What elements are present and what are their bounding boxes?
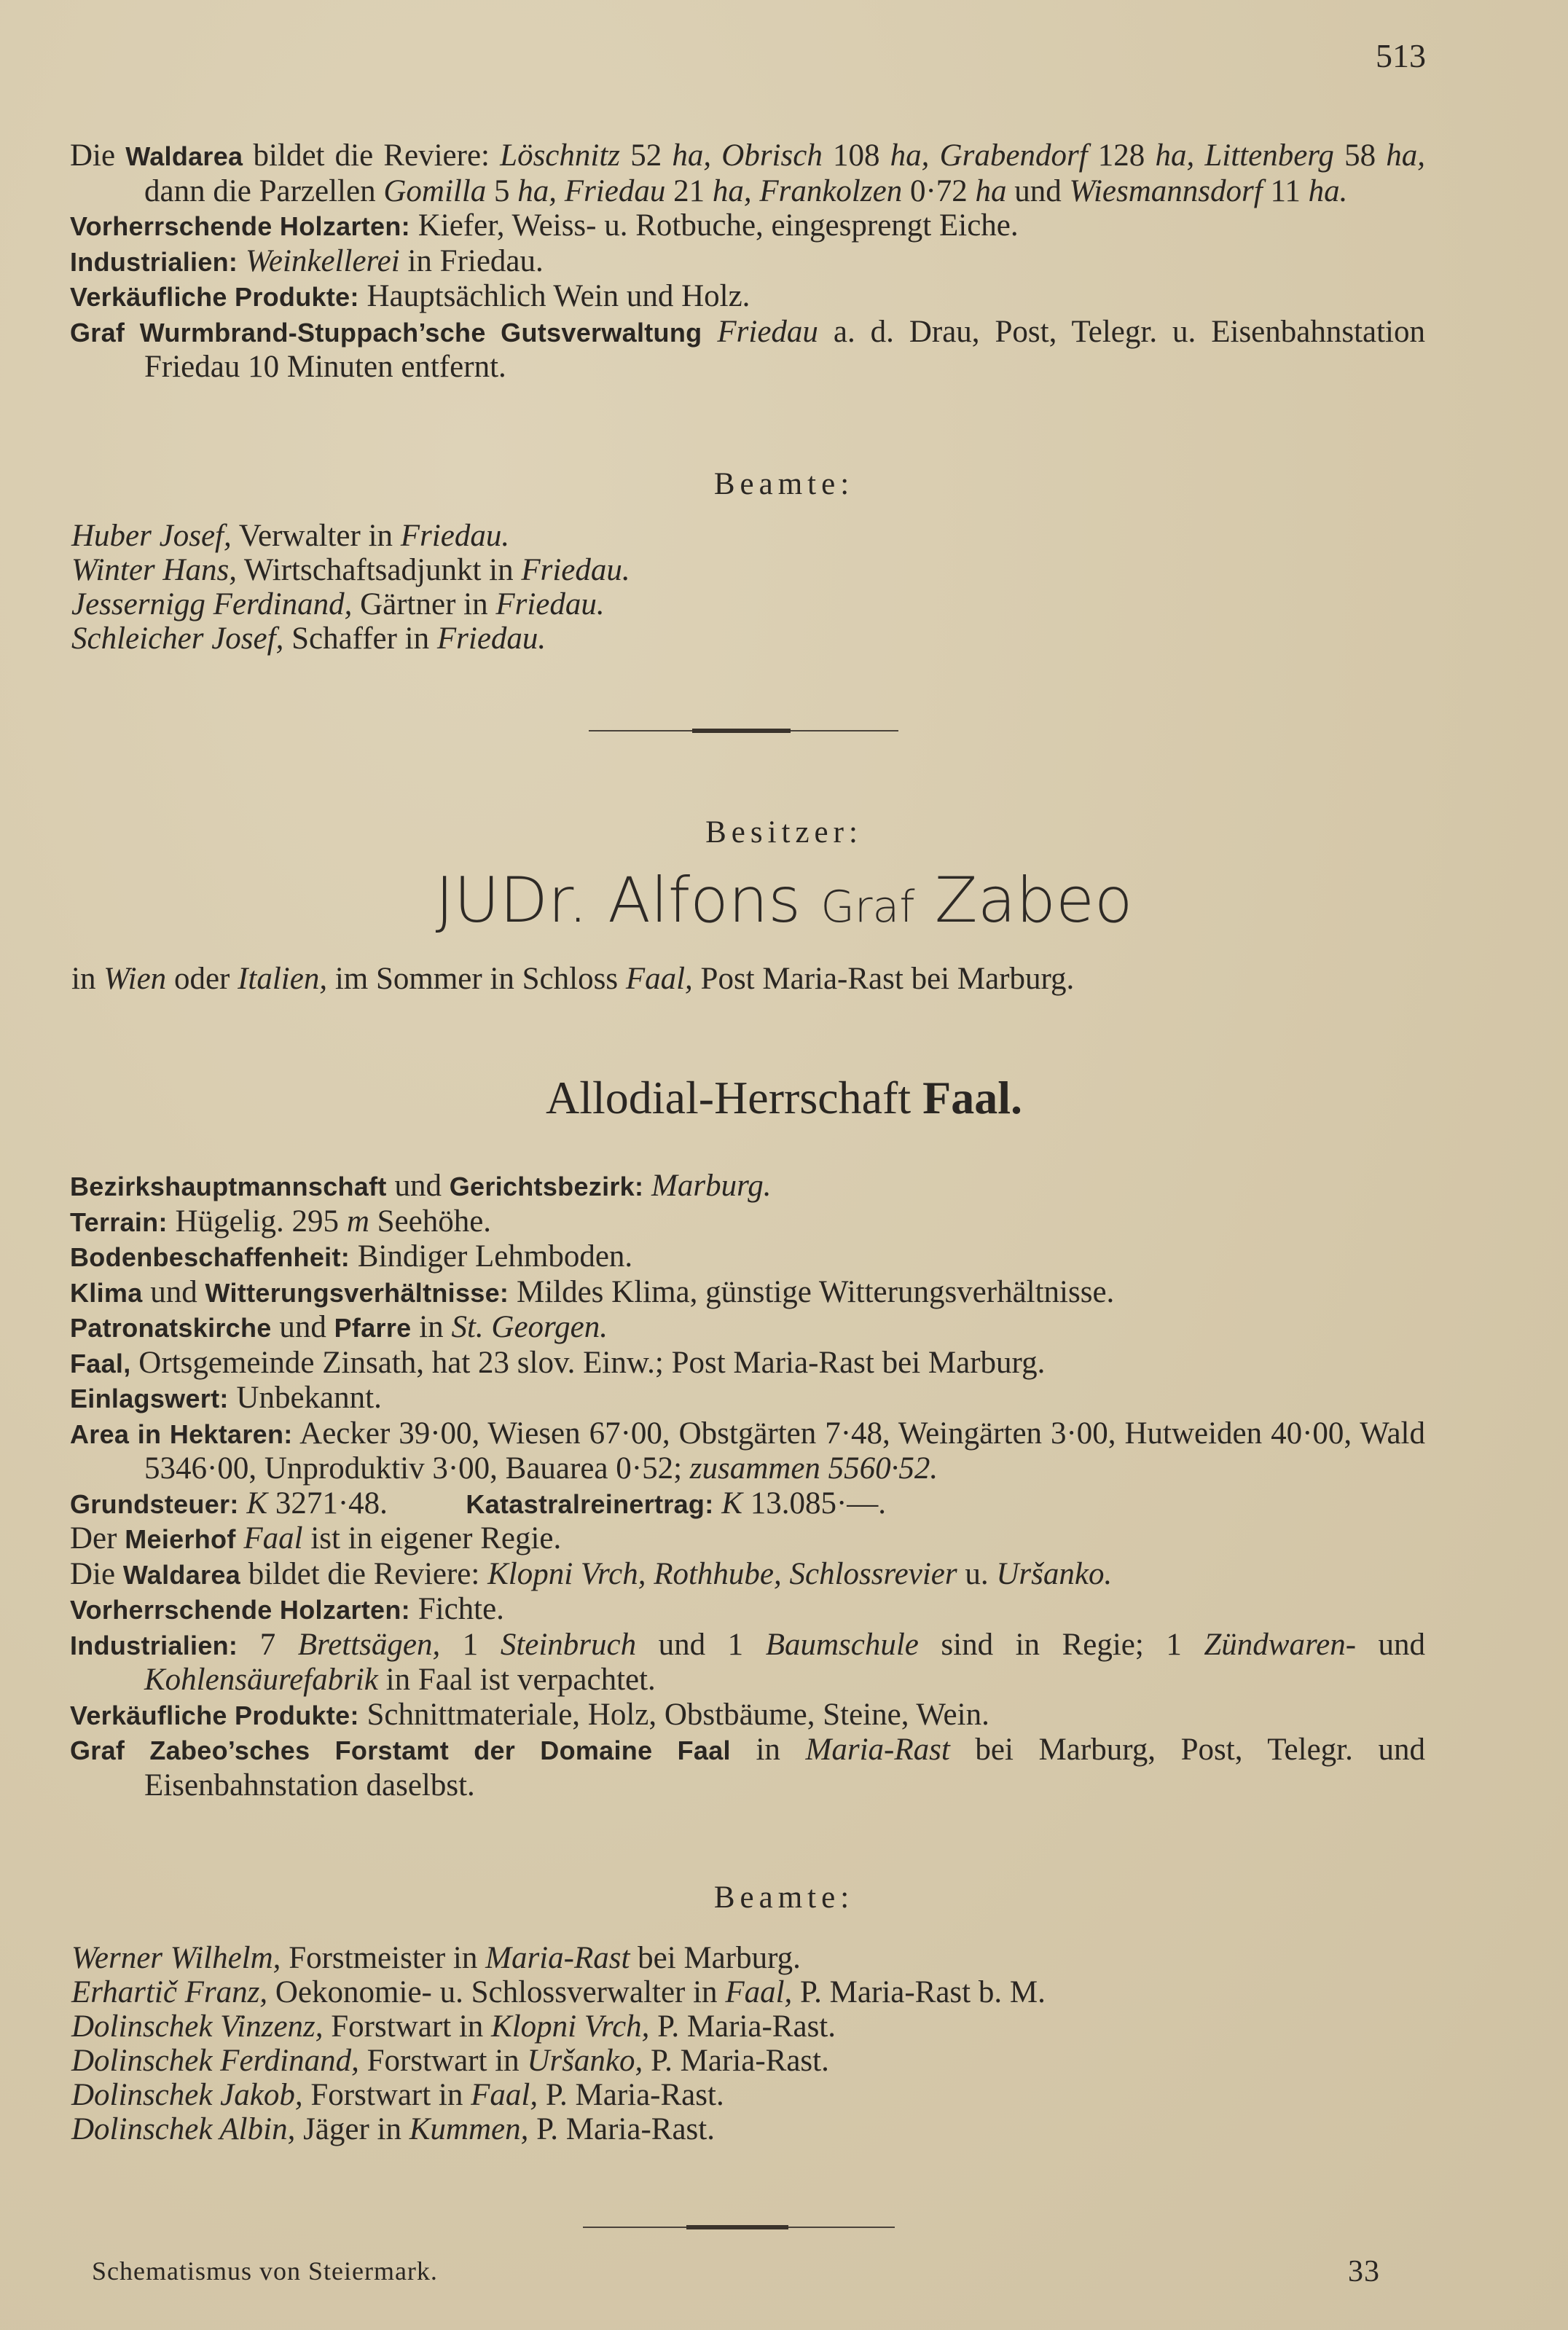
- bold-label: Vorherrschende Holzarten:: [70, 211, 410, 241]
- staff-entry: Dolinschek Vinzenz, Forstwart in Klopni Vrch, P. Maria-Rast.: [71, 2009, 836, 2044]
- bold-label: Graf Zabeo’sches Forstamt der Domaine Faal: [70, 1735, 731, 1765]
- italic-text: Kummen,: [409, 2112, 529, 2146]
- bold-label: Patronatskirche: [70, 1313, 272, 1343]
- staff-entry: Jessernigg Ferdinand, Gärtner in Friedau.: [71, 587, 605, 621]
- estate-title: [0, 1071, 1568, 1125]
- bold-label: Industrialien:: [70, 1630, 238, 1660]
- italic-text: Uršanko,: [527, 2044, 643, 2078]
- bold-label: Katastralreinertrag:: [466, 1488, 714, 1519]
- entry-line: Bodenbeschaffenheit: Bindiger Lehmboden.: [70, 1239, 633, 1274]
- italic-text: Friedau.: [400, 519, 510, 553]
- entry-line: Terrain: Hügelig. 295 m Seehöhe.: [70, 1204, 492, 1239]
- entry-line: Vorherrschende Holzarten: Fichte.: [70, 1592, 504, 1626]
- bold-label: Vorherrschende Holzarten:: [70, 1595, 410, 1625]
- owner-heading: Besitzer:: [705, 815, 863, 850]
- italic-text: Weinkellerei: [245, 243, 400, 278]
- entry-line: Patronatskirche und Pfarre in St. Georgen.: [70, 1310, 608, 1344]
- entry-line: Verkäufliche Produkte: Schnittmateriale, Holz, Obstbäume, Steine, Wein.: [70, 1697, 989, 1732]
- italic-text: Dolinschek Jakob,: [71, 2078, 303, 2112]
- bold-label: Waldarea: [122, 1559, 240, 1590]
- divider-ornament: [692, 729, 791, 733]
- estate-title-part: Allodial-Herrschaft: [546, 1072, 923, 1123]
- entry-line: Verkäufliche Produkte: Hauptsächlich Wein und Holz.: [70, 279, 750, 313]
- entry-line: Die Waldarea bildet die Reviere: Klopni Vrch, Rothhube, Schlossrevier u. Uršanko.: [70, 1556, 1113, 1591]
- italic-text: Löschnitz: [500, 138, 621, 173]
- italic-text: ha, Littenberg: [1155, 138, 1334, 173]
- entry-line: Klima und Witterungsverhältnisse: Mildes Klima, günstige Witterungsverhältnisse.: [70, 1274, 1115, 1309]
- italic-text: Uršanko.: [996, 1556, 1113, 1591]
- italic-text: Faal,: [725, 1975, 793, 2009]
- entry-line: Vorherrschende Holzarten: Kiefer, Weiss- u. Rotbuche, eingesprengt Eiche.: [70, 208, 1019, 243]
- owner-residence: [71, 962, 1427, 997]
- italic-text: Brettsägen,: [297, 1627, 441, 1662]
- bold-label: Grundsteuer:: [70, 1488, 239, 1519]
- italic-text: Faal,: [471, 2078, 538, 2112]
- italic-text: Klopni Vrch,: [491, 2009, 650, 2044]
- staff-entry: Dolinschek Albin, Jäger in Kummen, P. Maria-Rast.: [71, 2112, 715, 2146]
- italic-text: Huber Josef,: [71, 519, 232, 553]
- section1-text: [70, 138, 1425, 385]
- bold-label: Bodenbeschaffenheit:: [70, 1242, 350, 1272]
- bold-label: Area in Hektaren:: [70, 1419, 293, 1449]
- italic-text: Faal,: [625, 962, 693, 996]
- entry-line: Der Meierhof Faal ist in eigener Regie.: [70, 1521, 562, 1556]
- entry-line: Grundsteuer: K 3271·48. Katastralreinertrag: K 13.085·—.: [70, 1486, 887, 1521]
- bold-label: Faal,: [70, 1348, 131, 1378]
- divider-ornament: [686, 2225, 788, 2229]
- bold-label: Einlagswert:: [70, 1384, 229, 1413]
- entry-line: Die Waldarea bildet die Reviere: Löschnitz 52 ha, Obrisch 108 ha, Grabendorf 128 ha, Littenberg 58 ha, dann die Parzellen Gomilla 5 ha, Friedau 21 ha, Frankolzen 0·72 ha und Wiesmannsdorf 11 ha.: [70, 138, 1426, 208]
- italic-text: Italien,: [238, 962, 328, 996]
- staff-heading-2: Beamte:: [713, 1880, 855, 1915]
- entry-line: Bezirkshauptmannschaft und Gerichtsbezirk: Marburg.: [70, 1169, 772, 1203]
- owner-title-graf: Graf: [820, 882, 915, 933]
- entry-line: Industrialien: 7 Brettsägen, 1 Steinbruch und 1 Baumschule sind in Regie; 1 Zündwaren- und Kohlensäurefabrik in Faal ist verpachtet.: [70, 1627, 1426, 1697]
- page-number: 513: [1376, 37, 1426, 74]
- entry-line: Graf Wurmbrand-Stuppach’sche Gutsverwaltung Friedau a. d. Drau, Post, Telegr. u. Eisenbahnstation Friedau 10 Minuten entfernt.: [70, 314, 1426, 384]
- bold-label: Bezirkshauptmannschaft: [70, 1172, 387, 1201]
- italic-text: Klopni Vrch, Rothhube, Schlossrevier: [487, 1556, 957, 1591]
- italic-text: ha, Grabendorf: [890, 138, 1088, 173]
- italic-text: Friedau.: [521, 553, 630, 587]
- italic-text: Jessernigg Ferdinand,: [71, 587, 353, 621]
- italic-text: zusammen 5560·52.: [689, 1451, 938, 1486]
- owner-name: [0, 864, 1568, 937]
- bold-label: Waldarea: [125, 141, 243, 171]
- staff-entry: Erhartič Franz, Oekonomie- u. Schlossverwalter in Faal, P. Maria-Rast b. M.: [71, 1975, 1046, 2009]
- bold-label: Gerichtsbezirk:: [449, 1172, 644, 1201]
- italic-text: ha, Friedau: [517, 173, 666, 208]
- footer-title: Schematismus von Steiermark.: [92, 2256, 438, 2286]
- italic-text: Friedau.: [436, 621, 546, 656]
- bold-label: Industrialien:: [70, 246, 238, 277]
- italic-text: ha.: [1308, 173, 1348, 208]
- bold-label: Graf Wurmbrand-Stuppach’sche Gutsverwaltung: [70, 317, 702, 348]
- italic-text: Gomilla: [383, 173, 487, 208]
- owner-name-part: JUDr. Alfons: [435, 864, 821, 937]
- section2-text: [70, 1169, 1425, 1803]
- staff-entry: Huber Josef, Verwalter in Friedau.: [71, 519, 510, 553]
- italic-text: Baumschule: [765, 1627, 919, 1662]
- staff-entry: Winter Hans, Wirtschaftsadjunkt in Friedau.: [71, 553, 630, 587]
- bold-label: Terrain:: [70, 1207, 168, 1237]
- staff-heading-1: Beamte:: [713, 467, 855, 501]
- italic-text: Faal: [243, 1521, 303, 1556]
- italic-text: Erhartič Franz,: [71, 1975, 268, 2009]
- italic-text: Friedau.: [495, 587, 605, 621]
- bold-label: Klima: [70, 1277, 143, 1308]
- italic-text: Dolinschek Vinzenz,: [71, 2009, 324, 2044]
- staff-list-1: [71, 519, 630, 656]
- italic-text: Zündwaren-: [1204, 1627, 1357, 1662]
- entry-line: Faal, Ortsgemeinde Zinsath, hat 23 slov. Einw.; Post Maria-Rast bei Marburg.: [70, 1345, 1046, 1380]
- owner-residence-line: in Wien oder Italien, im Sommer in Schloss Faal, Post Maria-Rast bei Marburg.: [71, 962, 1075, 996]
- italic-text: St. Georgen.: [451, 1310, 608, 1344]
- entry-line: Graf Zabeo’sches Forstamt der Domaine Faal in Maria-Rast bei Marburg, Post, Telegr. und Eisenbahnstation daselbst.: [70, 1733, 1425, 1803]
- italic-text: Dolinschek Albin,: [71, 2112, 296, 2146]
- italic-text: Friedau: [717, 314, 818, 349]
- italic-text: Kohlensäurefabrik: [144, 1663, 378, 1697]
- italic-text: Schleicher Josef,: [71, 621, 284, 656]
- staff-entry: Dolinschek Jakob, Forstwart in Faal, P. Maria-Rast.: [71, 2078, 724, 2112]
- owner-name-part: Zabeo: [914, 864, 1133, 937]
- italic-text: K: [246, 1486, 268, 1521]
- italic-text: Dolinschek Ferdinand,: [71, 2044, 359, 2078]
- italic-text: Marburg.: [651, 1169, 772, 1203]
- italic-text: Winter Hans,: [71, 553, 237, 587]
- italic-text: ha: [975, 173, 1007, 208]
- italic-text: ha, Obrisch: [672, 138, 823, 173]
- estate-name: Faal.: [922, 1072, 1022, 1123]
- italic-text: ha,: [1386, 138, 1426, 173]
- footer-signature: 33: [1348, 2255, 1380, 2288]
- bold-label: Pfarre: [334, 1313, 412, 1343]
- bold-label: Meierhof: [125, 1524, 236, 1554]
- bold-label: Verkäufliche Produkte:: [70, 282, 359, 312]
- staff-entry: Schleicher Josef, Schaffer in Friedau.: [71, 621, 546, 656]
- staff-list-2: [71, 1941, 1046, 2146]
- bold-label: Verkäufliche Produkte:: [70, 1700, 359, 1730]
- italic-text: Wien: [103, 962, 167, 996]
- italic-text: Werner Wilhelm,: [71, 1941, 281, 1975]
- staff-entry: Dolinschek Ferdinand, Forstwart in Uršanko, P. Maria-Rast.: [71, 2044, 829, 2078]
- entry-line: Area in Hektaren: Aecker 39·00, Wiesen 67·00, Obstgärten 7·48, Weingärten 3·00, Hutweiden 40·00, Wald 5346·00, Unproduktiv 3·00, Bauarea 0·52; zusammen 5560·52.: [70, 1416, 1425, 1486]
- staff-entry: Werner Wilhelm, Forstmeister in Maria-Rast bei Marburg.: [71, 1941, 801, 1975]
- entry-line: Einlagswert: Unbekannt.: [70, 1381, 382, 1415]
- italic-text: K: [721, 1486, 742, 1521]
- bold-label: Witterungsverhältnisse:: [205, 1277, 509, 1308]
- italic-text: m: [346, 1204, 369, 1239]
- italic-text: Wiesmannsdorf: [1069, 173, 1263, 208]
- italic-text: Maria-Rast: [485, 1941, 630, 1975]
- italic-text: ha, Frankolzen: [712, 173, 903, 208]
- italic-text: Maria-Rast: [805, 1733, 950, 1767]
- entry-line: Industrialien: Weinkellerei in Friedau.: [70, 243, 544, 278]
- italic-text: Steinbruch: [500, 1627, 637, 1662]
